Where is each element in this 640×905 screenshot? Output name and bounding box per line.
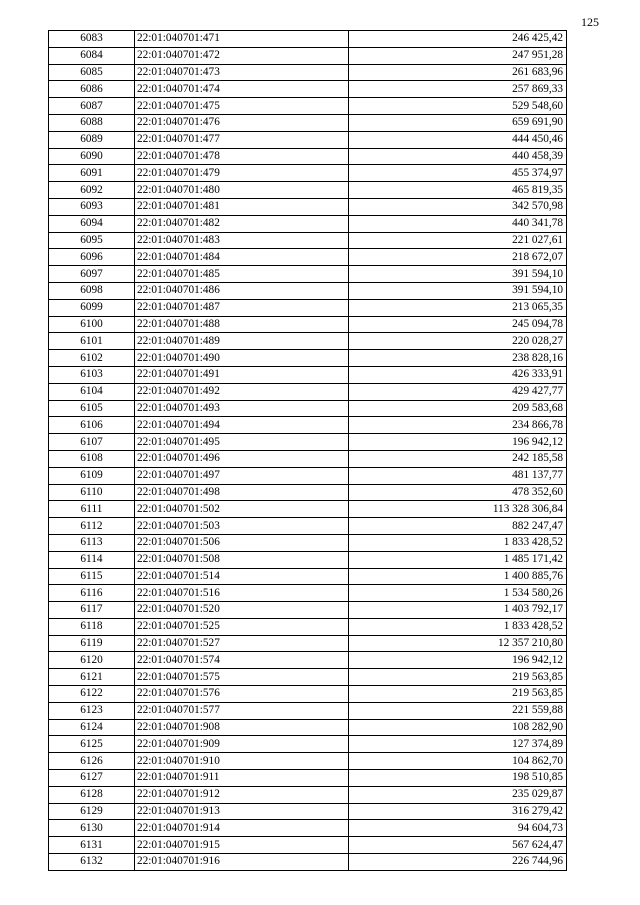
cadastral-number-cell: 22:01:040701:492	[135, 383, 349, 400]
cadastral-value-cell: 221 027,61	[349, 232, 567, 249]
cadastral-value-cell: 529 548,60	[349, 98, 567, 115]
table-row	[49, 47, 567, 64]
row-number-cell: 6087	[49, 98, 135, 115]
cadastral-value-cell: 108 282,90	[349, 719, 567, 736]
row-number-cell: 6101	[49, 333, 135, 350]
row-number-cell: 6092	[49, 182, 135, 199]
table-row	[49, 81, 567, 98]
table-row	[49, 198, 567, 215]
row-number-cell: 6100	[49, 316, 135, 333]
cadastral-value-cell: 1 833 428,52	[349, 618, 567, 635]
table-row	[49, 551, 567, 568]
cadastral-number-cell: 22:01:040701:914	[135, 820, 349, 837]
cadastral-value-cell: 1 534 580,26	[349, 585, 567, 602]
table-row	[49, 450, 567, 467]
cadastral-number-cell: 22:01:040701:506	[135, 534, 349, 551]
cadastral-value-cell: 235 029,87	[349, 786, 567, 803]
cadastral-number-cell: 22:01:040701:916	[135, 854, 349, 871]
cadastral-number-cell: 22:01:040701:577	[135, 702, 349, 719]
cadastral-value-cell: 1 400 885,76	[349, 568, 567, 585]
table-row	[49, 534, 567, 551]
row-number-cell: 6110	[49, 484, 135, 501]
row-number-cell: 6132	[49, 854, 135, 871]
row-number-cell: 6126	[49, 753, 135, 770]
cadastral-value-cell: 226 744,96	[349, 854, 567, 871]
cadastral-number-cell: 22:01:040701:474	[135, 81, 349, 98]
cadastral-value-cell: 127 374,89	[349, 736, 567, 753]
row-number-cell: 6098	[49, 282, 135, 299]
cadastral-number-cell: 22:01:040701:490	[135, 350, 349, 367]
cadastral-number-cell: 22:01:040701:471	[135, 31, 349, 48]
cadastral-value-cell: 238 828,16	[349, 350, 567, 367]
table-row	[49, 568, 567, 585]
table-row	[49, 736, 567, 753]
table-body	[49, 31, 567, 871]
table-row	[49, 618, 567, 635]
row-number-cell: 6108	[49, 450, 135, 467]
row-number-cell: 6121	[49, 669, 135, 686]
cadastral-number-cell: 22:01:040701:912	[135, 786, 349, 803]
cadastral-number-cell: 22:01:040701:494	[135, 417, 349, 434]
cadastral-number-cell: 22:01:040701:489	[135, 333, 349, 350]
cadastral-value-cell: 342 570,98	[349, 198, 567, 215]
cadastral-value-cell: 246 425,42	[349, 31, 567, 48]
page-number: 125	[581, 15, 599, 29]
cadastral-number-cell: 22:01:040701:910	[135, 753, 349, 770]
row-number-cell: 6084	[49, 47, 135, 64]
cadastral-value-cell: 257 869,33	[349, 81, 567, 98]
cadastral-value-cell: 444 450,46	[349, 131, 567, 148]
table-row	[49, 837, 567, 854]
table-row	[49, 686, 567, 703]
table-row	[49, 131, 567, 148]
cadastral-number-cell: 22:01:040701:477	[135, 131, 349, 148]
row-number-cell: 6127	[49, 770, 135, 787]
row-number-cell: 6106	[49, 417, 135, 434]
cadastral-value-cell: 104 862,70	[349, 753, 567, 770]
row-number-cell: 6128	[49, 786, 135, 803]
cadastral-value-cell: 1 485 171,42	[349, 551, 567, 568]
row-number-cell: 6095	[49, 232, 135, 249]
table-row	[49, 585, 567, 602]
cadastral-value-cell: 426 333,91	[349, 366, 567, 383]
row-number-cell: 6118	[49, 618, 135, 635]
cadastral-value-cell: 242 185,58	[349, 450, 567, 467]
cadastral-value-cell: 429 427,77	[349, 383, 567, 400]
row-number-cell: 6125	[49, 736, 135, 753]
cadastral-number-cell: 22:01:040701:516	[135, 585, 349, 602]
table-row	[49, 702, 567, 719]
cadastral-value-cell: 221 559,88	[349, 702, 567, 719]
cadastral-number-cell: 22:01:040701:480	[135, 182, 349, 199]
cadastral-value-cell: 247 951,28	[349, 47, 567, 64]
cadastral-value-cell: 391 594,10	[349, 266, 567, 283]
cadastral-value-cell: 220 028,27	[349, 333, 567, 350]
cadastral-value-cell: 209 583,68	[349, 400, 567, 417]
cadastral-value-cell: 245 094,78	[349, 316, 567, 333]
cadastral-number-cell: 22:01:040701:520	[135, 602, 349, 619]
cadastral-value-cell: 113 328 306,84	[349, 501, 567, 518]
row-number-cell: 6107	[49, 434, 135, 451]
cadastral-value-table	[48, 30, 567, 871]
cadastral-number-cell: 22:01:040701:482	[135, 215, 349, 232]
cadastral-value-cell: 1 403 792,17	[349, 602, 567, 619]
row-number-cell: 6111	[49, 501, 135, 518]
cadastral-number-cell: 22:01:040701:911	[135, 770, 349, 787]
table-row	[49, 215, 567, 232]
row-number-cell: 6088	[49, 114, 135, 131]
table-row	[49, 114, 567, 131]
cadastral-number-cell: 22:01:040701:472	[135, 47, 349, 64]
table-row	[49, 266, 567, 283]
cadastral-number-cell: 22:01:040701:576	[135, 686, 349, 703]
cadastral-value-cell: 316 279,42	[349, 803, 567, 820]
cadastral-number-cell: 22:01:040701:495	[135, 434, 349, 451]
cadastral-number-cell: 22:01:040701:479	[135, 165, 349, 182]
cadastral-value-cell: 440 341,78	[349, 215, 567, 232]
table-row	[49, 719, 567, 736]
cadastral-value-cell: 478 352,60	[349, 484, 567, 501]
table-row	[49, 64, 567, 81]
row-number-cell: 6086	[49, 81, 135, 98]
cadastral-number-cell: 22:01:040701:915	[135, 837, 349, 854]
cadastral-value-cell: 198 510,85	[349, 770, 567, 787]
table-row	[49, 467, 567, 484]
row-number-cell: 6105	[49, 400, 135, 417]
row-number-cell: 6099	[49, 299, 135, 316]
table-row	[49, 635, 567, 652]
table-row	[49, 31, 567, 48]
row-number-cell: 6097	[49, 266, 135, 283]
cadastral-number-cell: 22:01:040701:488	[135, 316, 349, 333]
cadastral-value-cell: 481 137,77	[349, 467, 567, 484]
cadastral-number-cell: 22:01:040701:508	[135, 551, 349, 568]
row-number-cell: 6112	[49, 518, 135, 535]
table-row	[49, 232, 567, 249]
row-number-cell: 6093	[49, 198, 135, 215]
cadastral-value-cell: 261 683,96	[349, 64, 567, 81]
row-number-cell: 6104	[49, 383, 135, 400]
cadastral-value-cell: 882 247,47	[349, 518, 567, 535]
cadastral-number-cell: 22:01:040701:525	[135, 618, 349, 635]
cadastral-number-cell: 22:01:040701:476	[135, 114, 349, 131]
table-row	[49, 753, 567, 770]
cadastral-number-cell: 22:01:040701:909	[135, 736, 349, 753]
table-row	[49, 484, 567, 501]
cadastral-number-cell: 22:01:040701:473	[135, 64, 349, 81]
table-row	[49, 786, 567, 803]
table-row	[49, 148, 567, 165]
cadastral-number-cell: 22:01:040701:481	[135, 198, 349, 215]
row-number-cell: 6113	[49, 534, 135, 551]
row-number-cell: 6124	[49, 719, 135, 736]
cadastral-number-cell: 22:01:040701:486	[135, 282, 349, 299]
cadastral-value-cell: 196 942,12	[349, 434, 567, 451]
cadastral-value-cell: 219 563,85	[349, 669, 567, 686]
table-row	[49, 350, 567, 367]
row-number-cell: 6116	[49, 585, 135, 602]
cadastral-value-cell: 12 357 210,80	[349, 635, 567, 652]
cadastral-value-cell: 391 594,10	[349, 282, 567, 299]
cadastral-value-cell: 196 942,12	[349, 652, 567, 669]
cadastral-number-cell: 22:01:040701:908	[135, 719, 349, 736]
table-row	[49, 98, 567, 115]
row-number-cell: 6083	[49, 31, 135, 48]
table-row	[49, 803, 567, 820]
row-number-cell: 6119	[49, 635, 135, 652]
cadastral-number-cell: 22:01:040701:514	[135, 568, 349, 585]
row-number-cell: 6089	[49, 131, 135, 148]
row-number-cell: 6122	[49, 686, 135, 703]
cadastral-number-cell: 22:01:040701:497	[135, 467, 349, 484]
table-row	[49, 316, 567, 333]
cadastral-number-cell: 22:01:040701:575	[135, 669, 349, 686]
cadastral-number-cell: 22:01:040701:487	[135, 299, 349, 316]
table-row	[49, 182, 567, 199]
cadastral-number-cell: 22:01:040701:574	[135, 652, 349, 669]
table-row	[49, 249, 567, 266]
cadastral-value-cell: 567 624,47	[349, 837, 567, 854]
table-row	[49, 299, 567, 316]
table-row	[49, 854, 567, 871]
cadastral-value-cell: 218 672,07	[349, 249, 567, 266]
row-number-cell: 6115	[49, 568, 135, 585]
cadastral-value-cell: 234 866,78	[349, 417, 567, 434]
cadastral-number-cell: 22:01:040701:503	[135, 518, 349, 535]
cadastral-number-cell: 22:01:040701:502	[135, 501, 349, 518]
row-number-cell: 6090	[49, 148, 135, 165]
table-row	[49, 770, 567, 787]
row-number-cell: 6094	[49, 215, 135, 232]
table-row	[49, 501, 567, 518]
cadastral-number-cell: 22:01:040701:483	[135, 232, 349, 249]
cadastral-value-cell: 213 065,35	[349, 299, 567, 316]
table-row	[49, 669, 567, 686]
row-number-cell: 6109	[49, 467, 135, 484]
row-number-cell: 6123	[49, 702, 135, 719]
table-row	[49, 417, 567, 434]
cadastral-number-cell: 22:01:040701:491	[135, 366, 349, 383]
table-row	[49, 383, 567, 400]
cadastral-value-cell: 455 374,97	[349, 165, 567, 182]
table-row	[49, 282, 567, 299]
row-number-cell: 6129	[49, 803, 135, 820]
row-number-cell: 6130	[49, 820, 135, 837]
table-row	[49, 820, 567, 837]
table-row	[49, 366, 567, 383]
table-row	[49, 333, 567, 350]
row-number-cell: 6091	[49, 165, 135, 182]
cadastral-number-cell: 22:01:040701:527	[135, 635, 349, 652]
table-row	[49, 400, 567, 417]
cadastral-number-cell: 22:01:040701:493	[135, 400, 349, 417]
cadastral-value-cell: 94 604,73	[349, 820, 567, 837]
cadastral-number-cell: 22:01:040701:484	[135, 249, 349, 266]
row-number-cell: 6117	[49, 602, 135, 619]
row-number-cell: 6102	[49, 350, 135, 367]
cadastral-value-cell: 659 691,90	[349, 114, 567, 131]
cadastral-value-cell: 465 819,35	[349, 182, 567, 199]
cadastral-value-cell: 1 833 428,52	[349, 534, 567, 551]
row-number-cell: 6114	[49, 551, 135, 568]
cadastral-number-cell: 22:01:040701:498	[135, 484, 349, 501]
row-number-cell: 6096	[49, 249, 135, 266]
row-number-cell: 6120	[49, 652, 135, 669]
cadastral-number-cell: 22:01:040701:475	[135, 98, 349, 115]
row-number-cell: 6103	[49, 366, 135, 383]
table-row	[49, 165, 567, 182]
table-row	[49, 602, 567, 619]
cadastral-value-cell: 440 458,39	[349, 148, 567, 165]
cadastral-value-cell: 219 563,85	[349, 686, 567, 703]
table-row	[49, 518, 567, 535]
cadastral-number-cell: 22:01:040701:913	[135, 803, 349, 820]
cadastral-number-cell: 22:01:040701:496	[135, 450, 349, 467]
row-number-cell: 6131	[49, 837, 135, 854]
table-row	[49, 652, 567, 669]
row-number-cell: 6085	[49, 64, 135, 81]
table-row	[49, 434, 567, 451]
cadastral-number-cell: 22:01:040701:485	[135, 266, 349, 283]
cadastral-number-cell: 22:01:040701:478	[135, 148, 349, 165]
